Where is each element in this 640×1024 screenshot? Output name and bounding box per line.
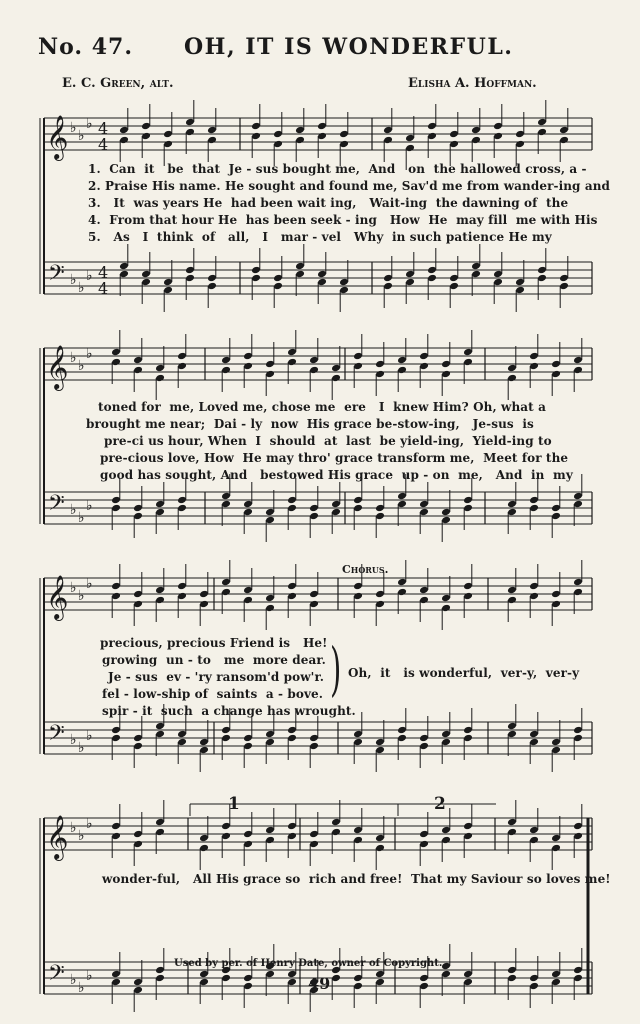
flat-icon: ♭ <box>86 346 93 362</box>
treble-clef-icon: 𝄞 <box>46 115 69 159</box>
time-signature: 4 <box>98 135 109 154</box>
lyric-line: growing un - to me more dear. <box>102 653 326 667</box>
flat-icon: ♭ <box>86 268 93 284</box>
flat-icon: ♭ <box>70 972 77 988</box>
flat-icon: ♭ <box>70 732 77 748</box>
composer-credit: Elisha A. Hoffman. <box>408 76 537 91</box>
lyric-line: 3. It was years He had been wait ing, Wait-ing the dawning of the <box>88 196 569 210</box>
lyric-line: 5. As I think of all, I mar - vel Why in such patience He my <box>88 230 552 244</box>
lyric-line: good has sought, And bestowed His grace up - on me, And in my <box>100 468 573 482</box>
hymn-title: OH, IT IS WONDERFUL. <box>184 34 514 60</box>
flat-icon: ♭ <box>78 980 85 996</box>
bass-clef-icon: 𝄢 <box>48 961 65 991</box>
lyric-line: Je - sus ev - 'ry ransom'd pow'r. <box>108 670 325 684</box>
lyric-line: 4. From that hour He has been seek - ing How He may fill me with His <box>88 213 598 227</box>
lyric-line: toned for me, Loved me, chose me ere I knew Him? Oh, what a <box>98 400 546 414</box>
flat-icon: ♭ <box>86 498 93 514</box>
flat-icon: ♭ <box>70 820 77 836</box>
treble-clef-icon: 𝄞 <box>46 815 69 859</box>
first-ending-number: 1 <box>228 794 240 814</box>
bass-clef-icon: 𝄢 <box>48 721 65 751</box>
flat-icon: ♭ <box>78 280 85 296</box>
lyric-line: precious, precious Friend is He! <box>100 636 328 650</box>
chorus-lyric: Oh, it is wonderful, ver-y, ver-y <box>348 666 580 680</box>
chorus-lyric: wonder-ful, All His grace so rich and free! That my Saviour so loves me! <box>102 872 611 886</box>
lyric-line: spir - it such a change has wrought. <box>102 704 356 718</box>
copyright-note: Used by per. of Henry Date, owner of Copyright. <box>174 958 443 969</box>
time-signature: 4 <box>98 279 109 298</box>
lyric-line: pre-cious love, How He may thro' grace transform me, Meet for the <box>100 451 569 465</box>
lyric-line: 1. Can it be that Je - sus bought me, And on the hallowed cross, a - <box>88 162 587 176</box>
chorus-label: Chorus. <box>342 563 389 576</box>
lyric-line: brought me near; Dai - ly now His grace be-stow-ing, Je-sus is <box>86 417 534 431</box>
bass-clef-icon: 𝄢 <box>48 491 65 521</box>
treble-clef-icon: 𝄞 <box>46 345 69 389</box>
flat-icon: ♭ <box>70 502 77 518</box>
time-signature: 4 <box>98 119 109 138</box>
flat-icon: ♭ <box>78 358 85 374</box>
treble-clef-icon: 𝄞 <box>46 575 69 619</box>
arranger-credit: E. C. Green, alt. <box>62 76 174 91</box>
flat-icon: ♭ <box>86 728 93 744</box>
hymn-number: No. 47. <box>38 34 133 60</box>
flat-icon: ♭ <box>86 116 93 132</box>
flat-icon: ♭ <box>70 350 77 366</box>
flat-icon: ♭ <box>78 510 85 526</box>
flat-icon: ♭ <box>78 828 85 844</box>
flat-icon: ♭ <box>78 740 85 756</box>
bass-clef-icon: 𝄢 <box>48 261 65 291</box>
lyric-line: 2. Praise His name. He sought and found me, Sav'd me from wander-ing and <box>88 179 611 193</box>
page-number: 49 <box>308 974 331 993</box>
lyric-line: fel - low-ship of saints a - bove. <box>102 687 324 701</box>
flat-icon: ♭ <box>70 580 77 596</box>
flat-icon: ♭ <box>86 576 93 592</box>
lyric-line: pre-ci us hour, When I should at last be yield-ing, Yield-ing to <box>104 434 552 448</box>
verse-brace: ) <box>330 635 342 703</box>
flat-icon: ♭ <box>78 588 85 604</box>
second-ending-number: 2 <box>434 794 446 814</box>
flat-icon: ♭ <box>86 816 93 832</box>
flat-icon: ♭ <box>86 968 93 984</box>
time-signature: 4 <box>98 263 109 282</box>
flat-icon: ♭ <box>78 128 85 144</box>
flat-icon: ♭ <box>70 272 77 288</box>
flat-icon: ♭ <box>70 120 77 136</box>
